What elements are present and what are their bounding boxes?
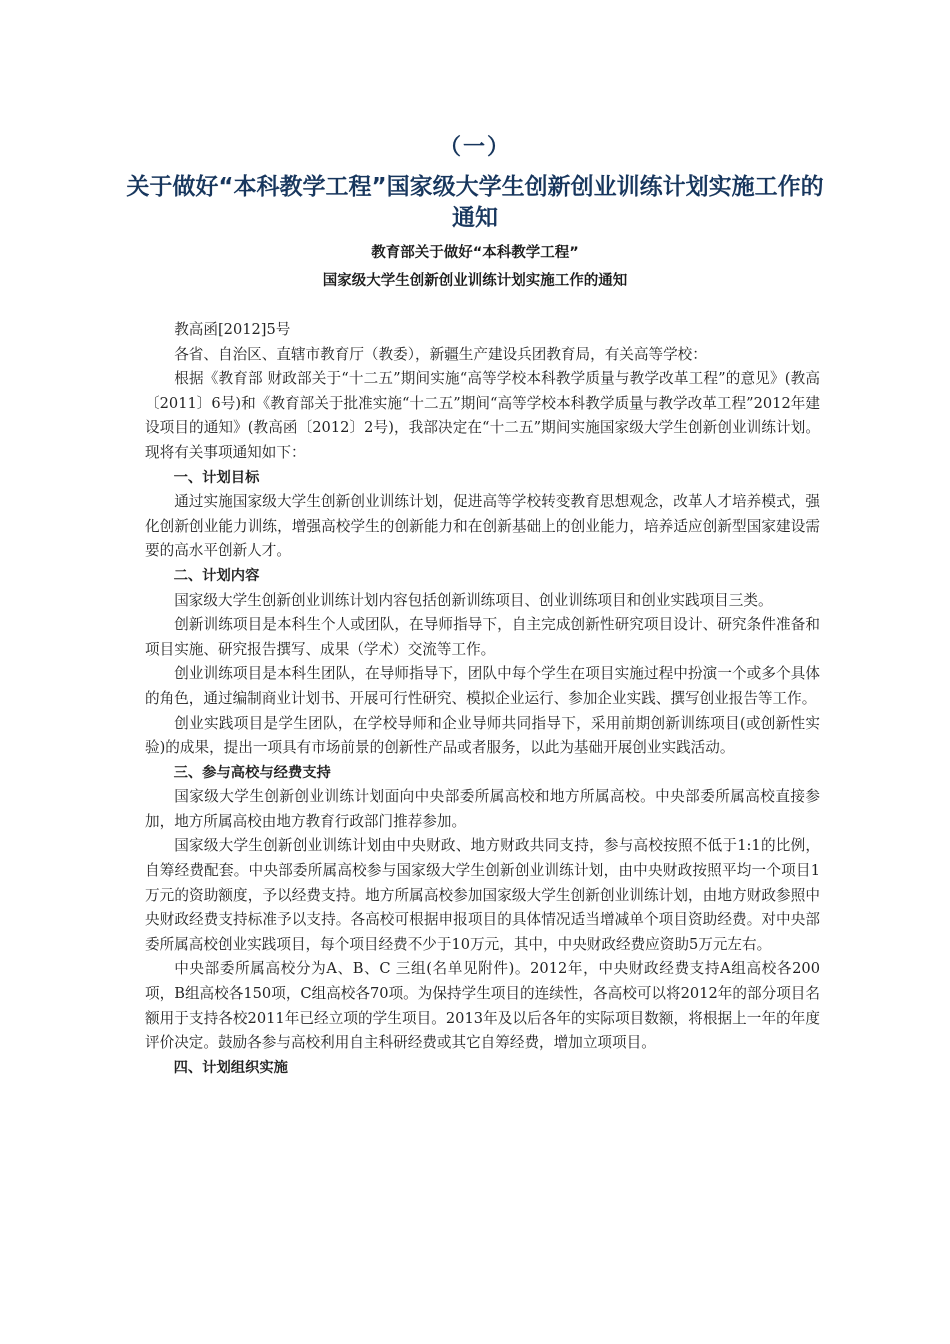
section-heading: 三、参与高校与经费支持	[173, 764, 331, 781]
paragraph: 国家级大学生创新创业训练计划面向中央部委所属高校和地方所属高校。中央部委所属高校直接参加，地方所属高校由地方教育行政部门推荐参加。	[145, 788, 820, 830]
paragraph: 创业实践项目是学生团队，在学校导师和企业导师共同指导下，采用前期创新训练项目(或创新性实验)的成果，提出一项具有市场前景的创新性产品或者服务，以此为基础开展创业实践活动。	[145, 714, 820, 757]
paragraph: 中央部委所属高校分为A、B、C 三组(名单见附件)。2012年，中央财政经费支持A组高校各200项，B组高校各150项，C组高校各70项。为保持学生项目的连续性，各高校可以将2012年的部分项目名额用于支持各校2011年已经立项的学生项目。2013年及以后各年的实际项目数额，将根据上一年的年度评价决定。鼓励各参与高校利用自主科研经费或其它自筹经费，增加立项项目。	[145, 960, 820, 1052]
addressees: 各省、自治区、直辖市教育厅（教委），新疆生产建设兵团教育局，有关高等学校：	[174, 345, 707, 363]
intro-paragraph: 根据《教育部 财政部关于“十二五”期间实施“高等学校本科教学质量与教学改革工程”的意见》(教高〔2011〕6号)和《教育部关于批准实施“十二五”期间“高等学校本科教学质量与教学改革工程”2012年建设项目的通知》(教高函〔2012〕2号)，我部决定在“十二五”期间实施国家级大学生创新创业训练计划。现将有关事项通知如下：	[145, 370, 820, 461]
paragraph: 国家级大学生创新创业训练计划由中央财政、地方财政共同支持，参与高校按照不低于1:1的比例，自筹经费配套。中央部委所属高校参与国家级大学生创新创业训练计划，由中央财政按照平均一个项目1万元的资助额度，予以经费支持。地方所属高校参加国家级大学生创新创业训练计划，由地方财政参照中央财政经费支持标准予以支持。各高校可根据申报项目的具体情况适当增减单个项目资助经费。对中央部委所属高校创业实践项目，每个项目经费不少于10万元，其中，中央财政经费应资助5万元左右。	[145, 837, 820, 953]
subtitle-line-2: 国家级大学生创新创业训练计划实施工作的通知	[322, 273, 628, 289]
section-heading: 四、计划组织实施	[173, 1059, 288, 1076]
document-number: 教高函[2012]5号	[174, 321, 291, 338]
paragraph: 通过实施国家级大学生创新创业训练计划，促进高等学校转变教育思想观念，改革人才培养模式，强化创新创业能力训练，增强高校学生的创新能力和在创新基础上的创业能力，培养适应创新型国家建设需要的高水平创新人才。	[145, 493, 820, 560]
section-heading: 二、计划内容	[173, 567, 260, 584]
section-number: （一）	[438, 135, 511, 160]
section-heading: 一、计划目标	[173, 469, 260, 486]
document-title: 关于做好“本科教学工程”国家级大学生创新创业训练计划实施工作的通知	[126, 174, 824, 231]
paragraph: 创业训练项目是本科生团队，在导师指导下，团队中每个学生在项目实施过程中扮演一个或多个具体的角色，通过编制商业计划书、开展可行性研究、模拟企业运行、参加企业实践、撰写创业报告等工作。	[145, 665, 820, 707]
document-body	[145, 318, 820, 1080]
paragraph: 创新训练项目是本科生个人或团队，在导师指导下，自主完成创新性研究项目设计、研究条件准备和项目实施、研究报告撰写、成果（学术）交流等工作。	[145, 616, 820, 658]
paragraph: 国家级大学生创新创业训练计划内容包括创新训练项目、创业训练项目和创业实践项目三类。	[174, 591, 773, 609]
subtitle-line-1: 教育部关于做好“本科教学工程”	[371, 245, 579, 261]
